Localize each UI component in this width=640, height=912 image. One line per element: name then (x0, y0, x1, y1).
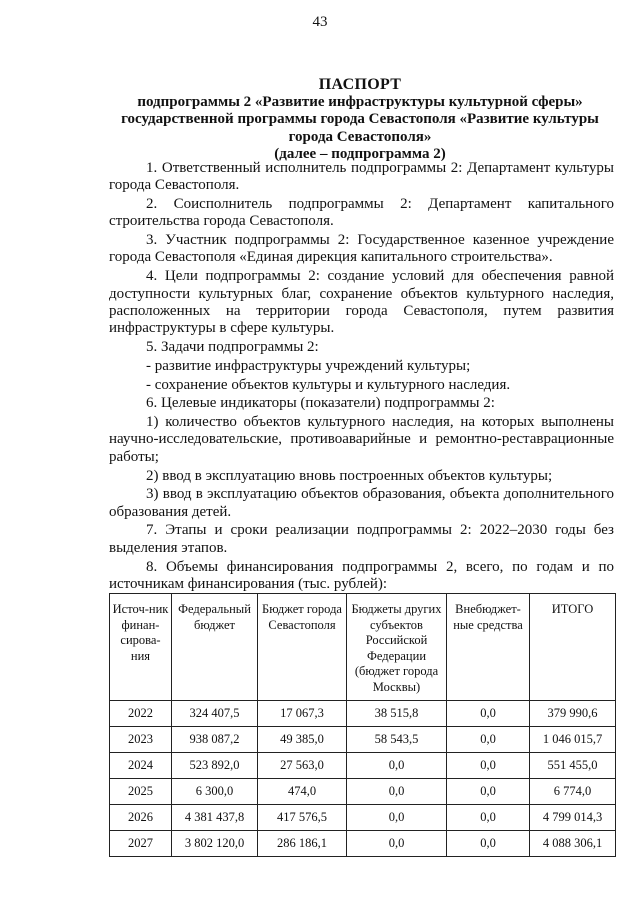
table-cell: 6 300,0 (172, 779, 258, 805)
table-cell: 3 802 120,0 (172, 831, 258, 857)
table-header-row (110, 594, 616, 701)
table-row (110, 753, 616, 779)
table-cell: 2027 (110, 831, 172, 857)
list-item: - развитие инфраструктуры учреждений культуры; (146, 357, 471, 374)
paragraph: 6. Целевые индикаторы (показатели) подпрограммы 2: (146, 395, 495, 412)
table-cell: 17 067,3 (258, 701, 347, 727)
column-header: Федеральный бюджет (172, 594, 258, 701)
paragraph: 5. Задачи подпрограммы 2: (146, 338, 319, 355)
financing-table (109, 593, 616, 857)
table-cell: 0,0 (347, 831, 447, 857)
table-row (110, 779, 616, 805)
paragraph: 1. Ответственный исполнитель подпрограммы 2: Департамент культуры города Севастополя. (109, 160, 614, 194)
table-cell: 523 892,0 (172, 753, 258, 779)
column-header: Бюджеты других субъектов Российской Федерации (бюджет города Москвы) (347, 594, 447, 701)
table-cell: 0,0 (347, 779, 447, 805)
table-cell: 2026 (110, 805, 172, 831)
table-cell: 2023 (110, 727, 172, 753)
paragraph: 4. Цели подпрограммы 2: создание условий для обеспечения равной доступности культурных благ, сохранение объектов культурного наследия, расположенных на территории города Севастополя, путем развития инфраструктуры в сфере культуры. (109, 268, 614, 337)
table-row (110, 701, 616, 727)
table-cell: 2024 (110, 753, 172, 779)
table-row (110, 831, 616, 857)
table-cell: 0,0 (347, 805, 447, 831)
column-header: Внебюджет-ные средства (447, 594, 530, 701)
table-cell: 938 087,2 (172, 727, 258, 753)
table-cell: 58 543,5 (347, 727, 447, 753)
table-cell: 379 990,6 (530, 701, 616, 727)
column-header: Бюджет города Севастополя (258, 594, 347, 701)
paragraph: 3. Участник подпрограммы 2: Государственное казенное учреждение города Севастополя «Единая дирекция капитального строительства». (109, 232, 614, 266)
table-cell: 27 563,0 (258, 753, 347, 779)
page-number: 43 (312, 14, 328, 30)
table-cell: 0,0 (447, 831, 530, 857)
table-cell: 4 088 306,1 (530, 831, 616, 857)
table-cell: 0,0 (447, 753, 530, 779)
column-header: ИТОГО (530, 594, 616, 701)
table-cell: 0,0 (447, 805, 530, 831)
column-header: Источ-ник финан-сирова-ния (110, 594, 172, 701)
table-cell: 6 774,0 (530, 779, 616, 805)
table-cell: 2022 (110, 701, 172, 727)
heading-line: государственной программы города Севастополя «Развитие культуры (121, 111, 599, 127)
heading-line: (далее – подпрограмма 2) (274, 146, 446, 162)
document-heading (108, 76, 612, 164)
table-cell: 551 455,0 (530, 753, 616, 779)
list-item: 3) ввод в эксплуатацию объектов образования, объекта дополнительного образования детей. (109, 486, 614, 520)
table-row (110, 727, 616, 753)
paragraph: 2. Соисполнитель подпрограммы 2: Департамент капитального строительства города Севастополя. (109, 196, 614, 230)
table-cell: 0,0 (447, 701, 530, 727)
list-item: - сохранение объектов культуры и культурного наследия. (146, 376, 511, 393)
table-cell: 0,0 (347, 753, 447, 779)
table-cell: 4 799 014,3 (530, 805, 616, 831)
table-cell: 0,0 (447, 779, 530, 805)
paragraph: 7. Этапы и сроки реализации подпрограммы 2: 2022–2030 годы без выделения этапов. (109, 522, 614, 556)
heading-title: ПАСПОРТ (318, 76, 402, 93)
table-cell: 0,0 (447, 727, 530, 753)
list-item: 2) ввод в эксплуатацию вновь построенных объектов культуры; (146, 467, 553, 484)
table-row (110, 805, 616, 831)
table-cell: 324 407,5 (172, 701, 258, 727)
table-cell: 417 576,5 (258, 805, 347, 831)
table-cell: 4 381 437,8 (172, 805, 258, 831)
document-body (109, 160, 614, 595)
table-cell: 286 186,1 (258, 831, 347, 857)
table-cell: 49 385,0 (258, 727, 347, 753)
table-cell: 38 515,8 (347, 701, 447, 727)
table-cell: 474,0 (258, 779, 347, 805)
heading-line: подпрограммы 2 «Развитие инфраструктуры культурной сферы» (137, 93, 583, 110)
heading-line: города Севастополя» (288, 128, 432, 145)
table-cell: 2025 (110, 779, 172, 805)
paragraph: 8. Объемы финансирования подпрограммы 2, всего, по годам и по источникам финансирования (тыс. рублей): (109, 558, 614, 592)
list-item: 1) количество объектов культурного наследия, на которых выполнены научно-исследовательские, противоаварийные и ремонтно-реставрационные работы; (109, 414, 614, 465)
table-cell: 1 046 015,7 (530, 727, 616, 753)
